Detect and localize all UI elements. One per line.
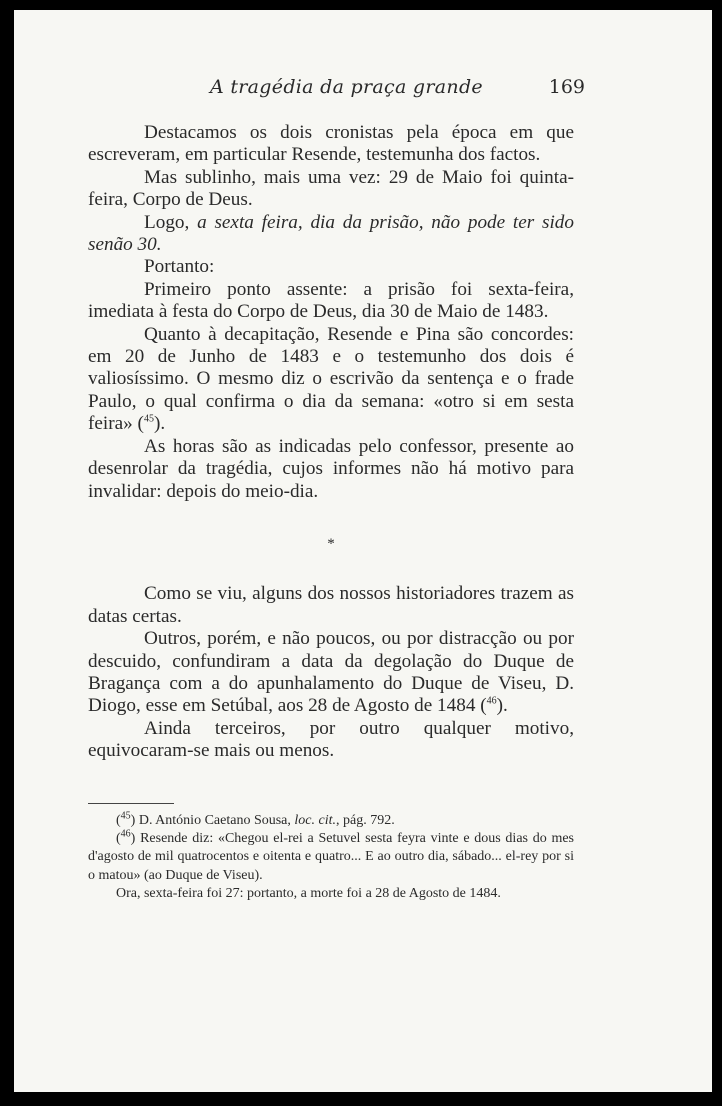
footnote-46-number: 46 — [120, 828, 131, 840]
footnote-46-continuation: Ora, sexta-feira foi 27: portanto, a morte foi a 28 de Agosto de 1484. — [116, 885, 501, 901]
paragraph-9-text: Outros, porém, e não poucos, ou por distracção ou por descuido, confundiram a data da degolação do Duque de Bragança com a do apunhalamento do Duque de Viseu, D. Diogo, esse em Setúbal, aos 28 de Agosto de 1484 ( — [88, 628, 574, 717]
paragraph-3 — [88, 212, 574, 257]
footnote-45-italic: loc. cit. — [294, 813, 336, 828]
paragraph-6-text: Quanto à decapitação, Resende e Pina são concordes: em 20 de Junho de 1483 e o testemunho dos dois é valiosíssimo. O mesmo diz o escrivão da sentença e o frade Paulo, o qual confirma o dia da semana: «otro si em sesta feira» ( — [88, 323, 574, 435]
footnote-46-open: ( — [116, 831, 121, 847]
paragraph-9-tail: ). — [496, 695, 508, 717]
page-number: 169 — [548, 76, 585, 98]
paragraph-10: Ainda terceiros, por outro qualquer motivo, equivocaram-se mais ou menos. — [88, 717, 574, 762]
footnote-45 — [88, 812, 574, 830]
paragraph-3-emphasis: a sexta feira, dia da prisão, não pode ter sido senão 30. — [88, 211, 574, 256]
paragraph-9 — [88, 628, 574, 718]
paragraph-8: Como se viu, alguns dos nossos historiadores trazem as datas certas. — [88, 583, 574, 627]
footnote-45-number: 45 — [120, 810, 131, 822]
paragraph-7: As horas são as indicadas pelo confessor, presente ao desenrolar da tragédia, cujos informes não há motivo para invalidar: depois do meio-dia. — [88, 435, 574, 502]
running-header — [210, 76, 585, 98]
footnote-divider — [88, 803, 174, 804]
footnote-ref-46[interactable]: 46 — [486, 695, 497, 707]
paragraph-5: Primeiro ponto assente: a prisão foi sexta-feira, imediata à festa do Corpo de Deus, dia 30 de Maio de 1483. — [88, 278, 574, 323]
paragraph-2: Mas sublinho, mais uma vez: 29 de Maio foi quinta-feira, Corpo de Deus. — [88, 166, 574, 211]
footnote-45-tail: , pág. 792. — [336, 813, 395, 828]
book-page — [14, 10, 712, 1092]
footnote-46-close: ) — [130, 831, 136, 847]
paragraph-4: Portanto: — [144, 256, 215, 278]
paragraph-6-tail: ). — [153, 413, 166, 435]
paragraph-1: Destacamos os dois cronistas pela época em que escreveram, em particular Resende, testemunha dos factos. — [88, 122, 574, 166]
footnote-45-text: D. António Caetano Sousa, — [135, 813, 295, 828]
footnote-45-open: ( — [116, 813, 121, 828]
footnote-46 — [88, 830, 574, 885]
footnote-46-text: Resende diz: «Chegou el-rei a Setuvel sesta feyra vinte e dous dias do mes d'agosto de mil quatrocentos e oitenta e quatro... E ao outro dia, sábado... el-rey por si o matou» (ao Duque de Viseu). — [88, 831, 574, 883]
main-text — [88, 122, 574, 763]
footnote-ref-45[interactable]: 45 — [143, 413, 154, 425]
section-separator: * — [327, 535, 335, 552]
footnote-45-close: ) — [130, 813, 136, 828]
paragraph-6 — [88, 324, 574, 436]
footnotes — [88, 812, 574, 903]
chapter-title: A tragédia da praça grande — [210, 76, 483, 98]
paragraph-3-lead: Logo, — [144, 211, 198, 233]
